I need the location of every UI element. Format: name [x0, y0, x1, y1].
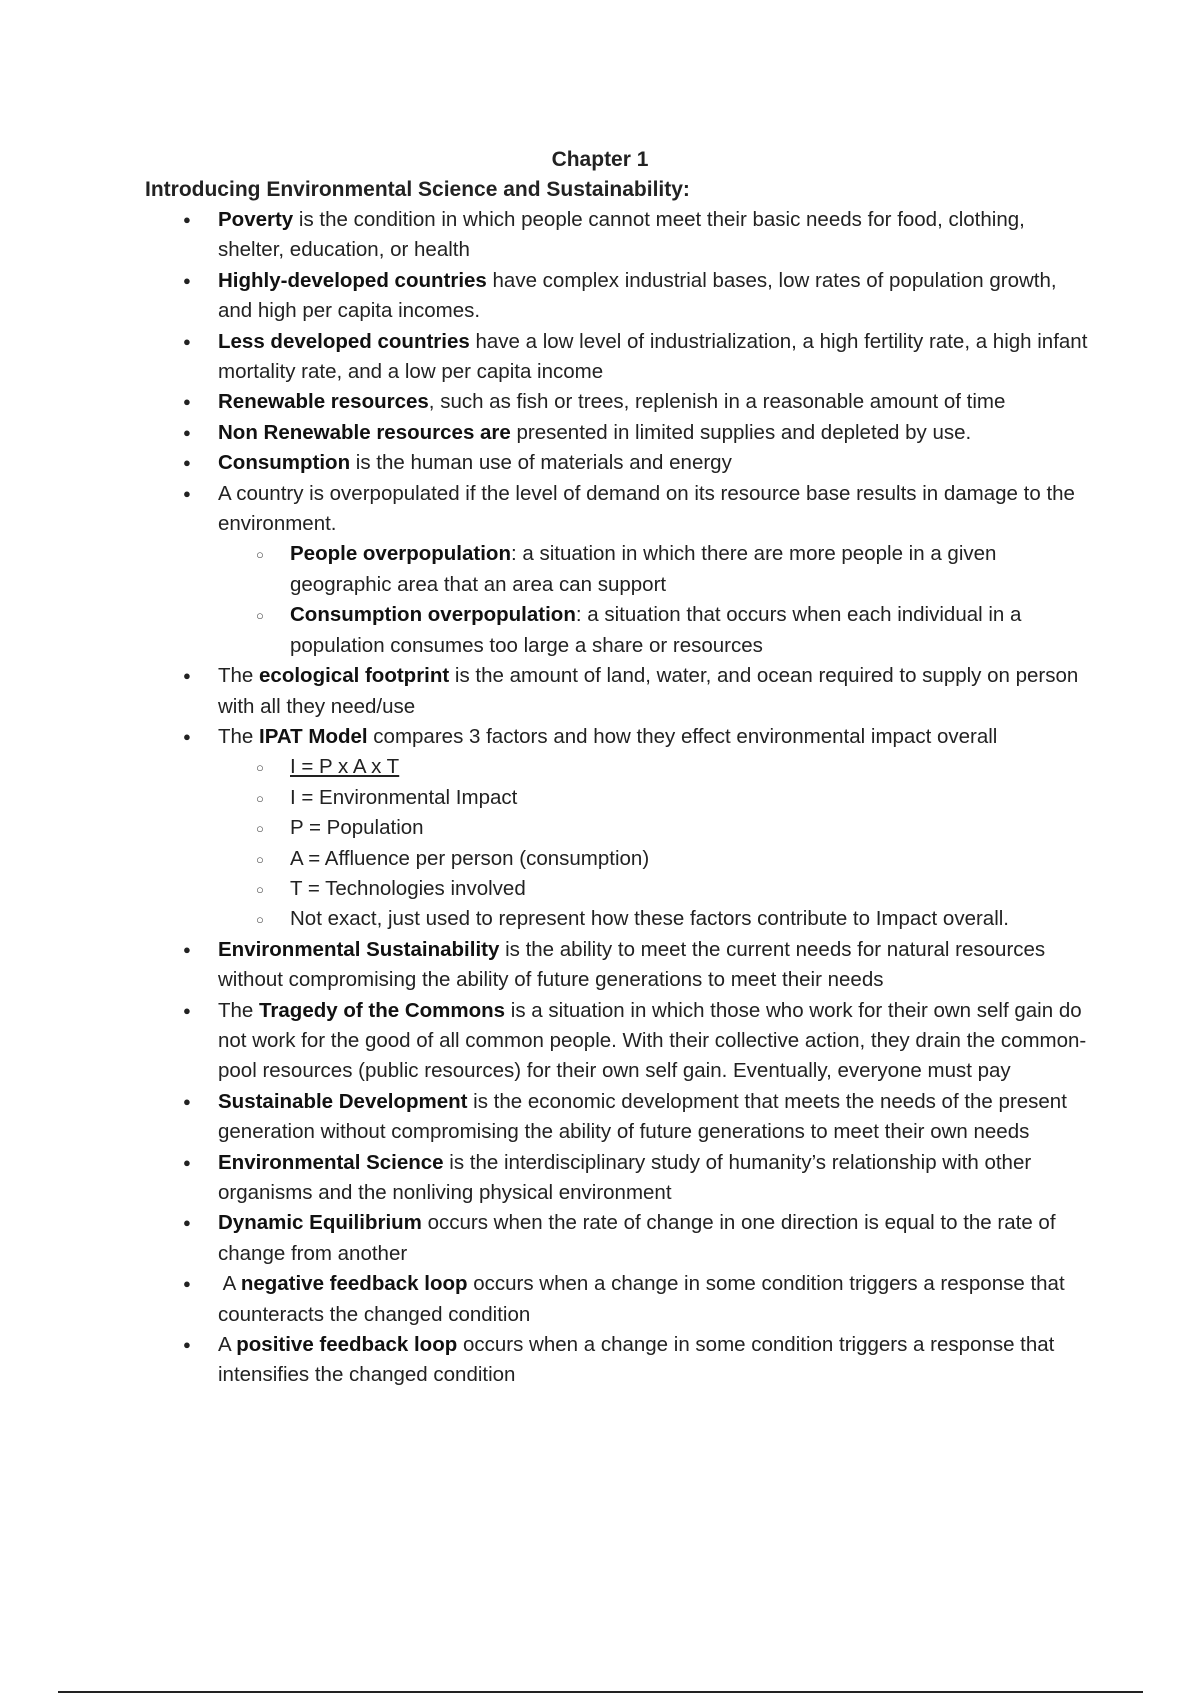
term-renewable: Renewable resources: [218, 390, 429, 414]
chapter-title: Chapter 1: [551, 148, 649, 171]
list-item-environmental-science: [218, 1148, 1088, 1209]
section-heading: Introducing Environmental Science and Sustainability:: [145, 178, 690, 201]
sublist-item-consumption-overpopulation: [290, 600, 1088, 661]
ipat-formula: [290, 752, 1088, 782]
list-item-consumption: [218, 448, 1088, 478]
definition-text: is the amount of land, water, and ocean required to supply on person with all they need/use: [218, 664, 1079, 718]
term-consumption-overpopulation: Consumption overpopulation: [290, 603, 576, 627]
definition-text: : a situation that occurs when each individual in a population consumes too large a share or resources: [290, 603, 1022, 657]
term-positive-feedback: positive feedback loop: [236, 1333, 458, 1357]
definition-text: is a situation in which those who work for their own self gain do not work for the good of all common people. With their collective action, they drain the common-pool resources (public resources) for their own self gain. Eventually, everyone must pay: [218, 998, 1087, 1083]
definition-text: is the economic development that meets the needs of the present generation without compromising the ability of future generations to meet their own needs: [218, 1089, 1067, 1144]
definition-text: presented in limited supplies and depleted by use.: [510, 420, 972, 444]
term-non-renewable: Non Renewable resources are: [218, 420, 511, 444]
definition-text: have complex industrial bases, low rates of population growth, and high per capita incomes.: [218, 268, 1057, 323]
list-item-positive-feedback: [218, 1330, 1088, 1391]
list-item-less-developed: [218, 327, 1088, 388]
term-dynamic-equilibrium: Dynamic Equilibrium: [218, 1211, 422, 1235]
list-item-highly-developed: [218, 266, 1088, 327]
lead-text: A: [218, 1333, 237, 1357]
list-item-ipat: [218, 722, 1088, 935]
definition-text: : a situation in which there are more people in a given geographic area that an area can support: [290, 542, 997, 596]
definition-text: is the interdisciplinary study of humanity’s relationship with other organisms and the nonliving physical environment: [218, 1150, 1032, 1204]
definition-text: is the human use of materials and energy: [350, 451, 732, 475]
term-ipat-model: IPAT Model: [259, 724, 368, 748]
term-poverty: Poverty: [218, 208, 294, 231]
term-tragedy-commons: Tragedy of the Commons: [259, 998, 506, 1022]
list-item-dynamic-equilibrium: [218, 1208, 1088, 1269]
sublist-item-people-overpopulation: [290, 539, 1088, 600]
ipat-item: ○ P = Population: [290, 813, 1088, 843]
definition-text: A country is overpopulated if the level of demand on its resource base results in damage to the environment.: [218, 481, 1075, 536]
term-less-developed: Less developed countries: [218, 329, 470, 353]
definition-text: occurs when a change in some condition triggers a response that intensifies the changed condition: [218, 1333, 1055, 1387]
footer-divider: [58, 1691, 1143, 1693]
definition-text: occurs when the rate of change in one direction is equal to the rate of change from another: [218, 1211, 1056, 1265]
term-environmental-science: Environmental Science: [218, 1150, 444, 1174]
list-item-environmental-sustainability: [218, 935, 1088, 996]
term-negative-feedback: negative feedback loop: [240, 1272, 468, 1296]
list-item-poverty: [218, 205, 1088, 266]
lead-text: A: [218, 1272, 241, 1296]
notes-list: [218, 205, 1088, 1391]
ipat-item: ○ A = Affluence per person (consumption): [290, 844, 1088, 874]
list-item-tragedy-commons: [218, 996, 1088, 1087]
term-people-overpopulation: People overpopulation: [290, 542, 511, 566]
list-item-overpopulated: [218, 479, 1088, 661]
term-consumption: Consumption: [218, 451, 351, 475]
definition-text: , such as fish or trees, replenish in a reasonable amount of time: [428, 390, 1006, 414]
lead-text: The: [218, 998, 260, 1022]
term-ecological-footprint: ecological footprint: [259, 664, 450, 688]
lead-text: The: [218, 724, 260, 748]
list-item-renewable: [218, 387, 1088, 417]
overpopulation-sublist: [290, 539, 1088, 661]
definition-text: is the ability to meet the current needs for natural resources without compromising the ability of future generations to meet their needs: [218, 937, 1046, 992]
list-item-ecological-footprint: [218, 661, 1088, 722]
definition-text: occurs when a change in some condition triggers a response that counteracts the changed condition: [218, 1272, 1065, 1326]
definition-text: compares 3 factors and how they effect environmental impact overall: [367, 724, 998, 748]
ipat-item: ○ Not exact, just used to represent how these factors contribute to Impact overall.: [290, 904, 1088, 934]
term-environmental-sustainability: Environmental Sustainability: [218, 937, 500, 961]
ipat-item: ○ T = Technologies involved: [290, 874, 1088, 904]
ipat-item: ○ I = Environmental Impact: [290, 783, 1088, 813]
list-item-sustainable-development: [218, 1087, 1088, 1148]
list-item-negative-feedback: [218, 1269, 1088, 1330]
term-highly-developed: Highly-developed countries: [218, 268, 487, 292]
ipat-sublist: [290, 752, 1088, 934]
definition-text: is the condition in which people cannot meet their basic needs for food, clothing, shelter, education, or health: [218, 208, 1025, 262]
term-sustainable-development: Sustainable Development: [218, 1089, 468, 1113]
definition-text: have a low level of industrialization, a high fertility rate, a high infant mortality rate, and a low per capita income: [218, 329, 1088, 384]
list-item-non-renewable: [218, 418, 1088, 448]
formula-text: I = P x A x T: [290, 755, 400, 779]
lead-text: The: [218, 664, 260, 688]
